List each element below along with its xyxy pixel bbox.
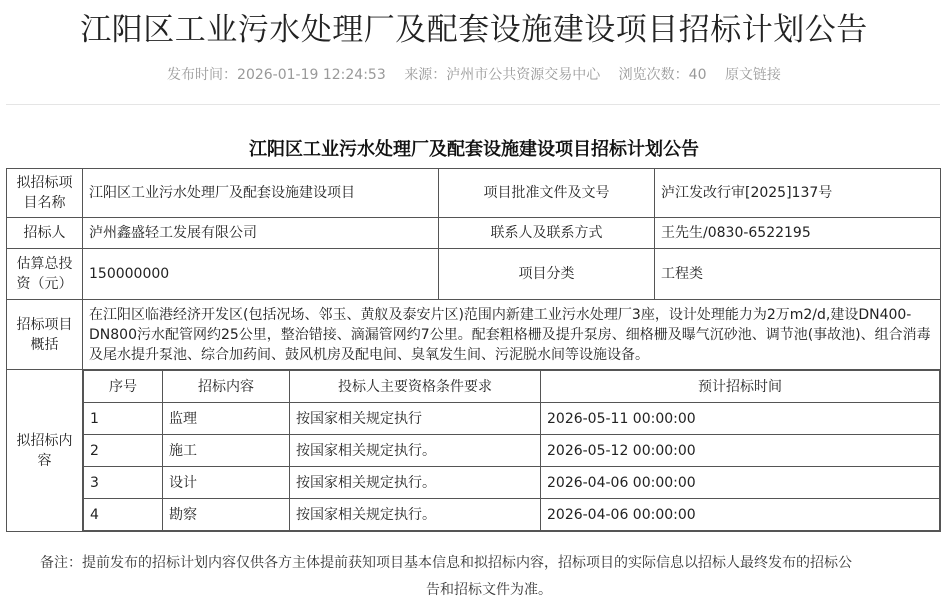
approval-value: 泸江发改行审[2025]137号 (655, 169, 941, 218)
header-qualification: 投标人主要资格条件要求 (290, 371, 541, 403)
content-cell (83, 370, 941, 532)
row-qualification: 按国家相关规定执行。 (290, 467, 541, 499)
row-content: 施工 (163, 435, 290, 467)
view-count: 浏览次数：40 (618, 67, 707, 83)
content-header-row (84, 371, 940, 403)
footnote (40, 550, 938, 604)
content-table (83, 370, 940, 531)
table-row (84, 403, 940, 435)
table-row (84, 435, 940, 467)
meta-bar (0, 66, 948, 84)
row-seq: 2 (84, 435, 163, 467)
header-content: 招标内容 (163, 371, 290, 403)
table-row (84, 467, 940, 499)
tenderer-value: 泸州鑫盛轻工发展有限公司 (83, 218, 439, 249)
header-seq: 序号 (84, 371, 163, 403)
row-qualification: 按国家相关规定执行。 (290, 435, 541, 467)
row-qualification: 按国家相关规定执行。 (290, 499, 541, 531)
plan-table (6, 168, 941, 532)
approval-label: 项目批准文件及文号 (439, 169, 655, 218)
original-link[interactable]: 原文链接 (724, 67, 781, 83)
row-content: 监理 (163, 403, 290, 435)
category-value: 工程类 (655, 249, 941, 300)
document-title: 江阳区工业污水处理厂及配套设施建设项目招标计划公告 (249, 139, 699, 160)
row-seq: 3 (84, 467, 163, 499)
investment-label: 估算总投资（元） (7, 249, 83, 300)
row-time: 2026-05-12 00:00:00 (541, 435, 940, 467)
table-row (84, 499, 940, 531)
row-seq: 4 (84, 499, 163, 531)
row-time: 2026-04-06 00:00:00 (541, 467, 940, 499)
investment-value: 150000000 (83, 249, 439, 300)
project-name-label: 拟招标项目名称 (7, 169, 83, 218)
tenderer-label: 招标人 (7, 218, 83, 249)
project-name: 江阳区工业污水处理厂及配套设施建设项目 (83, 169, 439, 218)
contact-label: 联系人及联系方式 (439, 218, 655, 249)
footnote-line-2: 告和招标文件为准。 (426, 582, 552, 598)
footnote-line-1: 备注：提前发布的招标计划内容仅供各方主体提前获知项目基本信息和拟招标内容，招标项目的实际信息以招标人最终发布的招标公 (40, 555, 852, 571)
contact-value: 王先生/0830-6522195 (655, 218, 941, 249)
publish-time: 发布时间：2026-01-19 12:24:53 (167, 67, 386, 83)
category-label: 项目分类 (439, 249, 655, 300)
row-time: 2026-05-11 00:00:00 (541, 403, 940, 435)
row-qualification: 按国家相关规定执行 (290, 403, 541, 435)
row-seq: 1 (84, 403, 163, 435)
header-time: 预计招标时间 (541, 371, 940, 403)
source: 来源：泸州市公共资源交易中心 (404, 67, 601, 83)
overview-value: 在江阳区临港经济开发区(包括况场、邻玉、黄舣及泰安片区)范围内新建工业污水处理厂3座，设计处理能力为2万m2/d,建设DN400-DN800污水配管网约25公里，整治错接、滴漏管网约7公里。配套粗格栅及提升泵房、细格栅及曝气沉砂池、调节池(事故池)、组合消毒及尾水提升泵池、综合加药间、鼓风机房及配电间、臭氧发生间、污泥脱水间等设施设备。 (83, 300, 941, 370)
page-title: 江阳区工业污水处理厂及配套设施建设项目招标计划公告 (80, 12, 868, 48)
content-label: 拟招标内容 (7, 370, 83, 532)
row-content: 设计 (163, 467, 290, 499)
overview-label: 招标项目概括 (7, 300, 83, 370)
row-content: 勘察 (163, 499, 290, 531)
row-time: 2026-04-06 00:00:00 (541, 499, 940, 531)
divider (6, 104, 940, 105)
